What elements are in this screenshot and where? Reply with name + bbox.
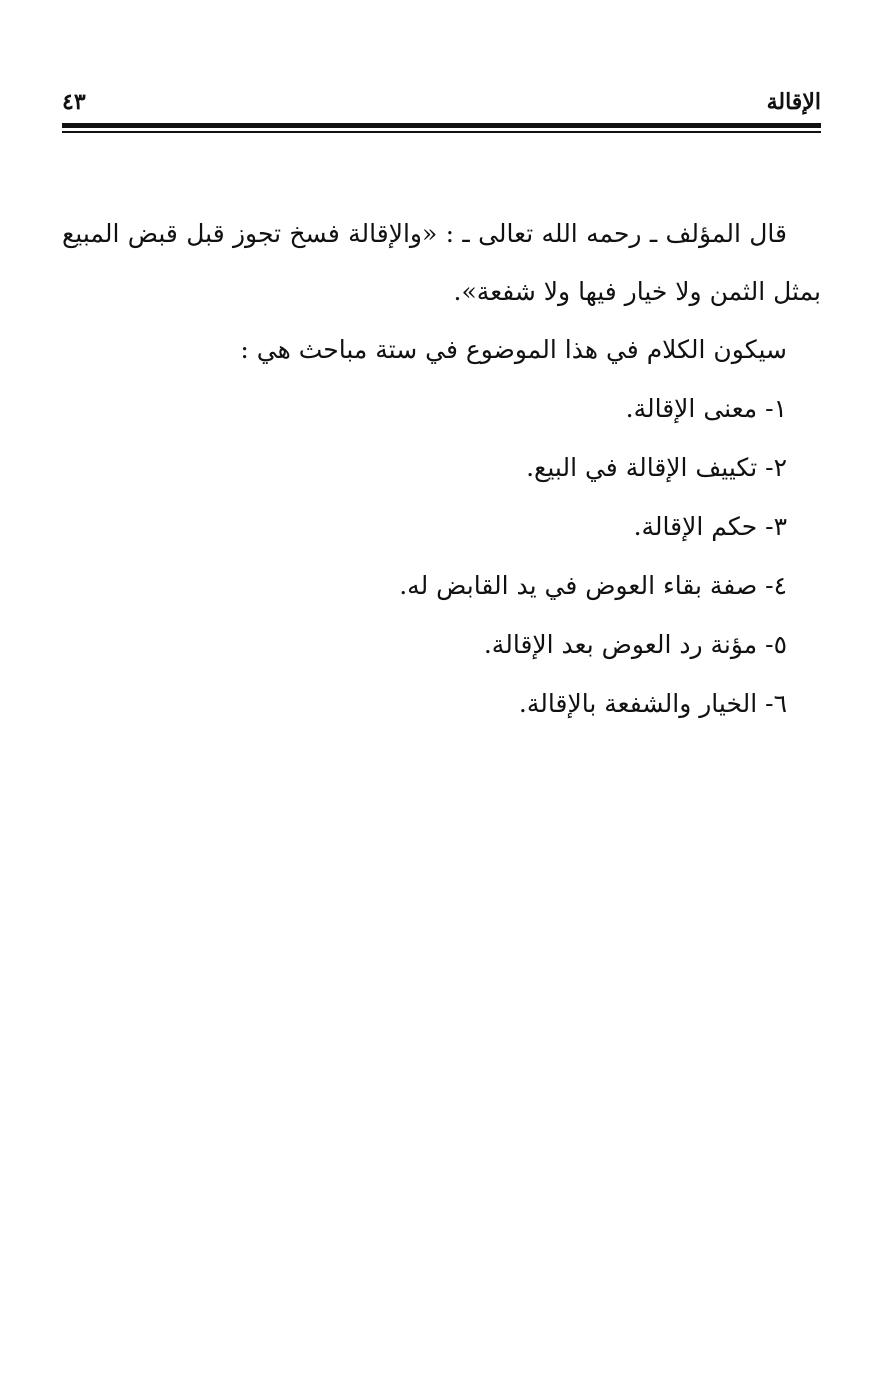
- topic-item: ٤- صفة بقاء العوض في يد القابض له.: [399, 571, 787, 600]
- running-head: [62, 86, 821, 118]
- topic-item: ٣- حكم الإقالة.: [633, 512, 787, 541]
- body-text: [62, 205, 821, 733]
- header-rule-thin: [62, 131, 821, 133]
- topic-item: ٥- مؤنة رد العوض بعد الإقالة.: [483, 630, 787, 659]
- chapter-title: الإقالة: [766, 89, 821, 115]
- topic-item: ٢- تكييف الإقالة في البيع.: [526, 453, 787, 482]
- topic-item: ١- معنى الإقالة.: [625, 394, 787, 423]
- page-number: ٤٣: [62, 89, 86, 115]
- topics-list: [62, 379, 821, 733]
- topics-intro: سيكون الكلام في هذا الموضوع في ستة مباحث هي :: [240, 335, 787, 364]
- topic-item: ٦- الخيار والشفعة بالإقالة.: [518, 689, 787, 718]
- author-quote-paragraph: قال المؤلف ـ رحمه الله تعالى ـ : «والإقالة فسخ تجوز قبل قبض المبيع بمثل الثمن ولا خيار فيها ولا شفعة».: [62, 219, 821, 306]
- header-rule-thick: [62, 123, 821, 128]
